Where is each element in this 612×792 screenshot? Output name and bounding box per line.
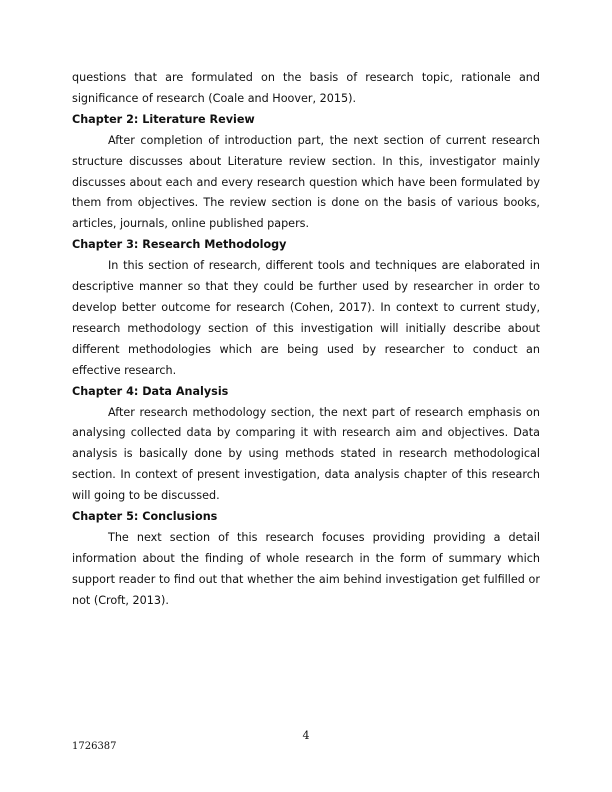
page-number: 4 — [302, 729, 310, 742]
chapter-2-body: After completion of introduction part, the next section of current research structure discusses about Literature review section. In this, investigator mainly discusses about each and every research question which have been formulated by them from objectives. The review section is done on the basis of various books, articles, journals, online published papers. — [72, 133, 540, 231]
chapter-2-heading: Chapter 2: Literature Review — [72, 112, 255, 126]
chapter-4-heading: Chapter 4: Data Analysis — [72, 384, 229, 398]
chapter-5-heading: Chapter 5: Conclusions — [72, 510, 218, 524]
opening-paragraph: questions that are formulated on the basis of research topic, rationale and significance of research (Coale and Hoover, 2015). — [72, 71, 540, 105]
chapter-3-body: In this section of research, different tools and techniques are elaborated in descriptive manner so that they could be further used by researcher in order to develop better outcome for research (Cohen, 2017). In context to current study, research methodology section of this investigation will initially describe about different methodologies which are being used by researcher to conduct an effective research. — [72, 259, 540, 377]
chapter-3-heading: Chapter 3: Research Methodology — [72, 238, 287, 252]
document-id: 1726387 — [72, 741, 117, 752]
page-content — [72, 68, 540, 612]
chapter-5-body: The next section of this research focuses providing providing a detail information about the finding of whole research in the form of summary which support reader to find out that whether the aim behind investigation get fulfilled or not (Croft, 2013). — [72, 530, 540, 607]
chapter-4-body: After research methodology section, the next part of research emphasis on analysing collected data by comparing it with research aim and objectives. Data analysis is basically done by using methods stated in research methodological section. In context of present investigation, data analysis chapter of this research will going to be discussed. — [72, 405, 540, 503]
